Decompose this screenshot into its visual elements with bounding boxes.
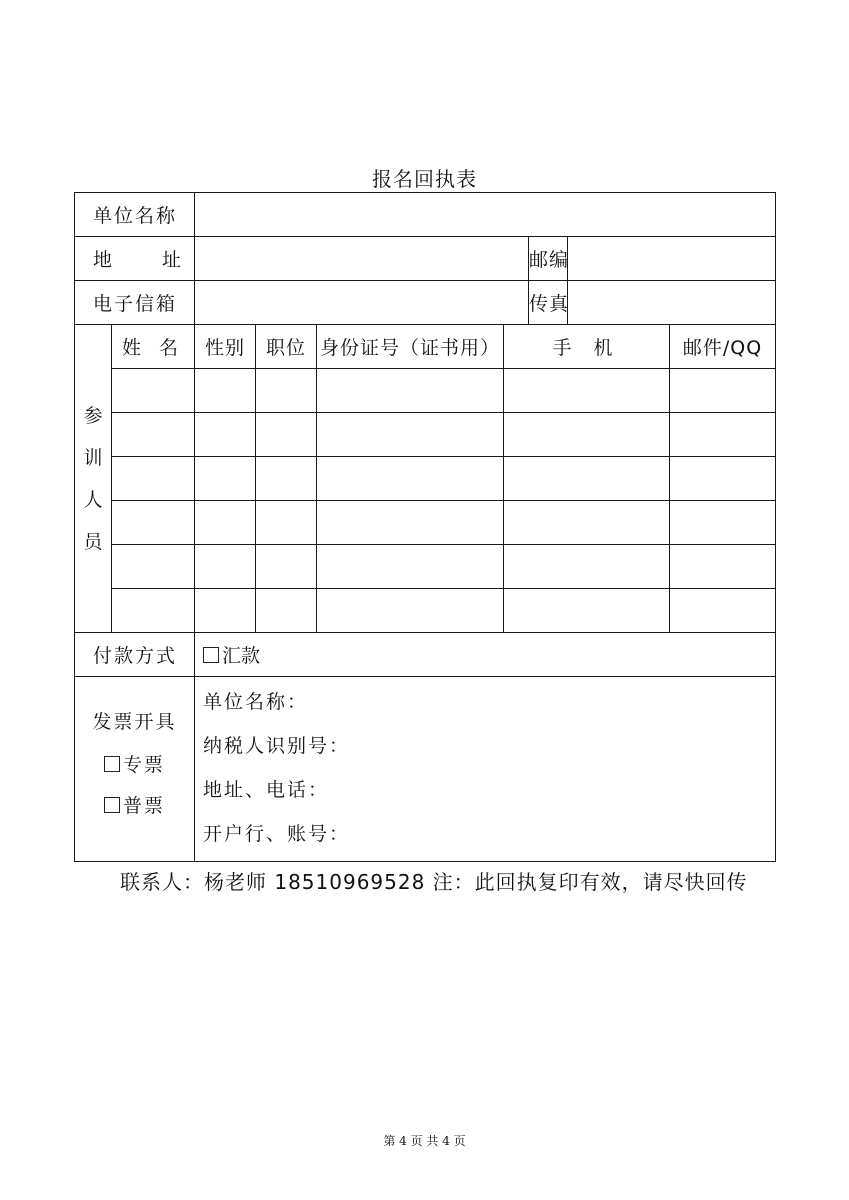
participant-position-cell[interactable] — [256, 457, 317, 501]
participant-position-cell[interactable] — [256, 589, 317, 633]
invoice-company-field[interactable]: 单位名称： — [203, 691, 309, 713]
postcode-label: 邮编 — [529, 237, 568, 281]
participant-id-cell[interactable] — [317, 457, 504, 501]
special-invoice-checkbox[interactable] — [104, 756, 120, 772]
header-gender: 性别 — [195, 325, 256, 369]
participant-gender-cell[interactable] — [195, 545, 256, 589]
general-invoice-label: 普票 — [123, 794, 166, 817]
participant-gender-cell[interactable] — [195, 413, 256, 457]
participant-gender-cell[interactable] — [195, 369, 256, 413]
participant-row — [75, 413, 776, 457]
header-position: 职位 — [256, 325, 317, 369]
participant-id-cell[interactable] — [317, 501, 504, 545]
postcode-field[interactable] — [568, 237, 776, 281]
invoice-section — [75, 677, 195, 862]
participant-position-cell[interactable] — [256, 545, 317, 589]
address-label: 地 址 — [75, 237, 195, 281]
participant-email-cell[interactable] — [670, 413, 776, 457]
participant-mobile-cell[interactable] — [504, 457, 670, 501]
email-label: 电子信箱 — [75, 281, 195, 325]
participant-name-cell[interactable] — [112, 589, 195, 633]
participant-row — [75, 369, 776, 413]
participant-id-cell[interactable] — [317, 369, 504, 413]
participant-position-cell[interactable] — [256, 369, 317, 413]
special-invoice-label: 专票 — [123, 753, 166, 776]
email-field[interactable] — [195, 281, 529, 325]
participant-id-cell[interactable] — [317, 589, 504, 633]
participant-email-cell[interactable] — [670, 545, 776, 589]
general-invoice-checkbox[interactable] — [104, 797, 120, 813]
page-number: 第 4 页 共 4 页 — [383, 1134, 466, 1148]
participant-row — [75, 457, 776, 501]
participant-name-cell[interactable] — [112, 413, 195, 457]
participant-row — [75, 545, 776, 589]
form-title: 报名回执表 — [372, 167, 477, 191]
invoice-label: 发票开具 — [92, 710, 177, 733]
participant-mobile-cell[interactable] — [504, 589, 670, 633]
header-id-number: 身份证号（证书用） — [317, 325, 504, 369]
header-mobile: 手 机 — [504, 325, 670, 369]
header-name: 姓 名 — [112, 325, 195, 369]
participant-gender-cell[interactable] — [195, 501, 256, 545]
payment-options — [195, 633, 776, 677]
participant-position-cell[interactable] — [256, 413, 317, 457]
participant-name-cell[interactable] — [112, 369, 195, 413]
participant-email-cell[interactable] — [670, 589, 776, 633]
participant-name-cell[interactable] — [112, 457, 195, 501]
contact-note: 联系人：杨老师 18510969528 注：此回执复印有效，请尽快回传 — [120, 870, 748, 894]
payment-label: 付款方式 — [75, 633, 195, 677]
fax-field[interactable] — [568, 281, 776, 325]
participant-email-cell[interactable] — [670, 369, 776, 413]
participant-email-cell[interactable] — [670, 501, 776, 545]
participant-mobile-cell[interactable] — [504, 413, 670, 457]
participant-gender-cell[interactable] — [195, 589, 256, 633]
fax-label: 传真 — [529, 281, 568, 325]
remittance-label: 汇款 — [222, 645, 261, 667]
registration-form — [74, 192, 776, 862]
address-field[interactable] — [195, 237, 529, 281]
company-label: 单位名称 — [75, 193, 195, 237]
participant-gender-cell[interactable] — [195, 457, 256, 501]
participant-email-cell[interactable] — [670, 457, 776, 501]
participant-mobile-cell[interactable] — [504, 501, 670, 545]
invoice-taxpayer-id-field[interactable]: 纳税人识别号： — [203, 735, 351, 757]
participant-id-cell[interactable] — [317, 545, 504, 589]
invoice-bank-account-field[interactable]: 开户行、账号： — [203, 823, 351, 845]
participant-mobile-cell[interactable] — [504, 545, 670, 589]
participant-id-cell[interactable] — [317, 413, 504, 457]
company-field[interactable] — [195, 193, 776, 237]
participant-row — [75, 589, 776, 633]
participant-position-cell[interactable] — [256, 501, 317, 545]
participant-mobile-cell[interactable] — [504, 369, 670, 413]
participant-row — [75, 501, 776, 545]
participant-name-cell[interactable] — [112, 545, 195, 589]
participants-label: 参 训 人 员 — [75, 325, 112, 633]
participant-name-cell[interactable] — [112, 501, 195, 545]
header-email-qq: 邮件/QQ — [670, 325, 776, 369]
invoice-fields — [195, 677, 776, 862]
remittance-checkbox[interactable] — [203, 647, 219, 663]
invoice-address-phone-field[interactable]: 地址、电话： — [203, 779, 330, 801]
